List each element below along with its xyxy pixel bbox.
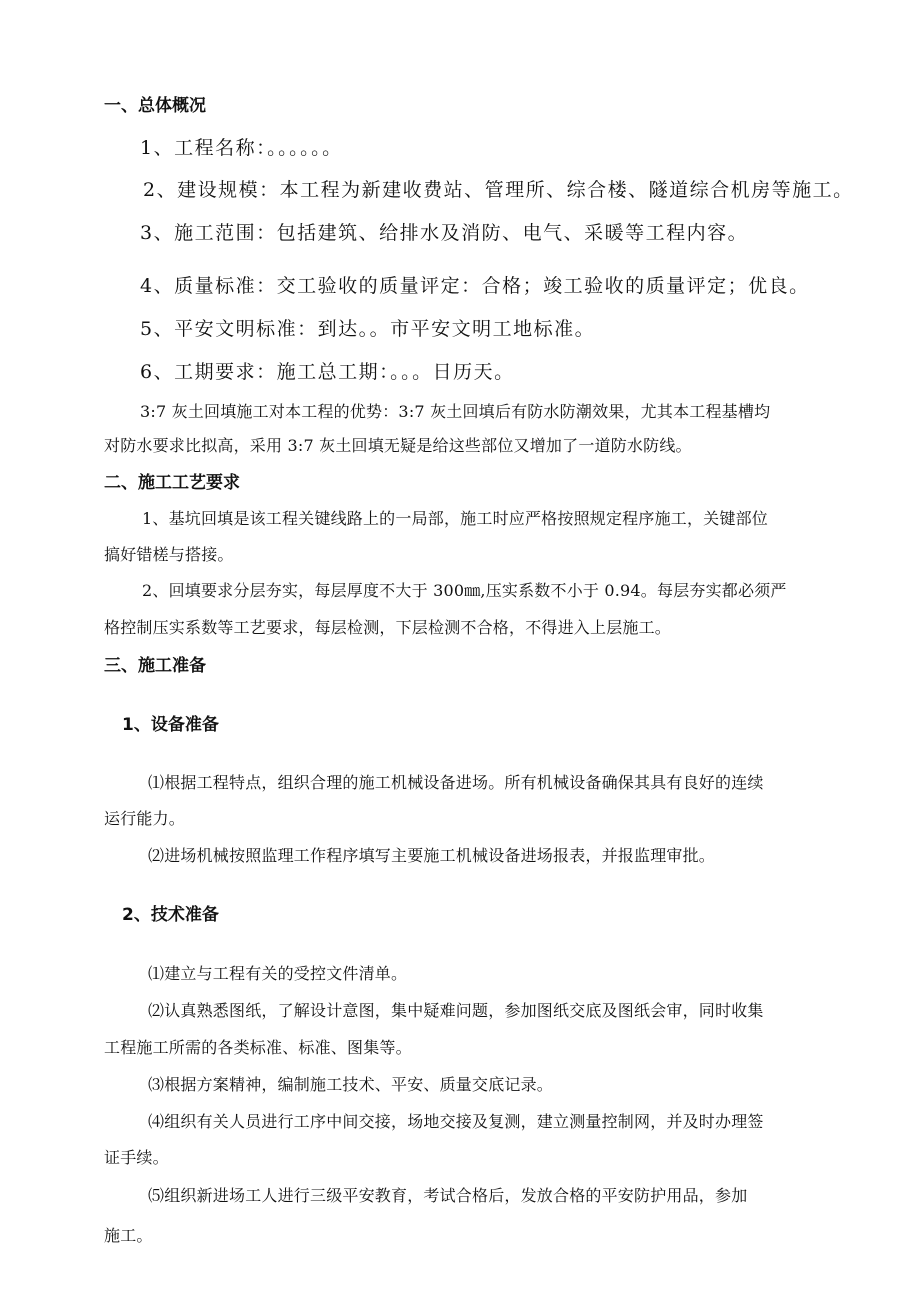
process-paragraph-line: 格控制压实系数等工艺要求，每层检测，下层检测不合格，不得进入上层施工。	[104, 618, 672, 637]
section-heading-overview: 一、总体概况	[104, 96, 206, 116]
technical-paragraph-line: ⑸组织新进场工人进行三级平安教育，考试合格后，发放合格的平安防护用品，参加	[148, 1186, 748, 1205]
overview-item-schedule: 6、工期要求：施工总工期：。。。日历天。	[140, 361, 515, 383]
equipment-paragraph-line: ⑵进场机械按照监理工作程序填写主要施工机械设备进场报表，并报监理审批。	[148, 846, 716, 865]
equipment-paragraph-line: ⑴根据工程特点，组织合理的施工机械设备进场。所有机械设备确保其具有良好的连续	[148, 773, 764, 792]
technical-paragraph-line: ⑷组织有关人员进行工序中间交接，场地交接及复测，建立测量控制网，并及时办理签	[148, 1112, 764, 1131]
technical-paragraph-line: 施工。	[104, 1226, 153, 1245]
subsection-heading-technical: 2、技术准备	[122, 905, 219, 925]
overview-paragraph-line: 对防水要求比拟高，采用 3:7 灰土回填无疑是给这些部位又增加了一道防水防线。	[104, 436, 692, 455]
equipment-paragraph-line: 运行能力。	[104, 809, 186, 828]
overview-item-quality: 4、质量标准：交工验收的质量评定：合格；竣工验收的质量评定；优良。	[140, 275, 810, 297]
process-paragraph-line: 搞好错槎与搭接。	[104, 545, 234, 564]
subsection-heading-equipment: 1、设备准备	[122, 715, 219, 735]
overview-item-project-name: 1、工程名称：。。。。。。	[140, 137, 343, 159]
overview-paragraph-line: 3:7 灰土回填施工对本工程的优势：3:7 灰土回填后有防水防潮效果，尤其本工程基槽均	[140, 402, 771, 421]
overview-item-scope: 3、施工范围：包括建筑、给排水及消防、电气、采暖等工程内容。	[140, 222, 749, 244]
process-paragraph-line: 2、回填要求分层夯实，每层厚度不大于 300㎜,压实系数不小于 0.94。每层夯实都必须严	[142, 581, 787, 600]
overview-item-safety: 5、平安文明标准：到达。。市平安文明工地标准。	[140, 318, 596, 340]
technical-paragraph-line: 证手续。	[104, 1148, 169, 1167]
overview-item-scale: 2、建设规模：本工程为新建收费站、管理所、综合楼、隧道综合机房等施工。	[143, 179, 854, 201]
process-paragraph-line: 1、基坑回填是该工程关键线路上的一局部，施工时应严格按照规定程序施工，关键部位	[142, 509, 768, 528]
section-heading-prep: 三、施工准备	[104, 656, 206, 676]
technical-paragraph-line: 工程施工所需的各类标准、标准、图集等。	[104, 1038, 412, 1057]
section-heading-process: 二、施工工艺要求	[104, 473, 240, 493]
technical-paragraph-line: ⑶根据方案精神，编制施工技术、平安、质量交底记录。	[148, 1075, 554, 1094]
technical-paragraph-line: ⑴建立与工程有关的受控文件清单。	[148, 964, 408, 983]
technical-paragraph-line: ⑵认真熟悉图纸，了解设计意图，集中疑难问题，参加图纸交底及图纸会审，同时收集	[148, 1001, 764, 1020]
